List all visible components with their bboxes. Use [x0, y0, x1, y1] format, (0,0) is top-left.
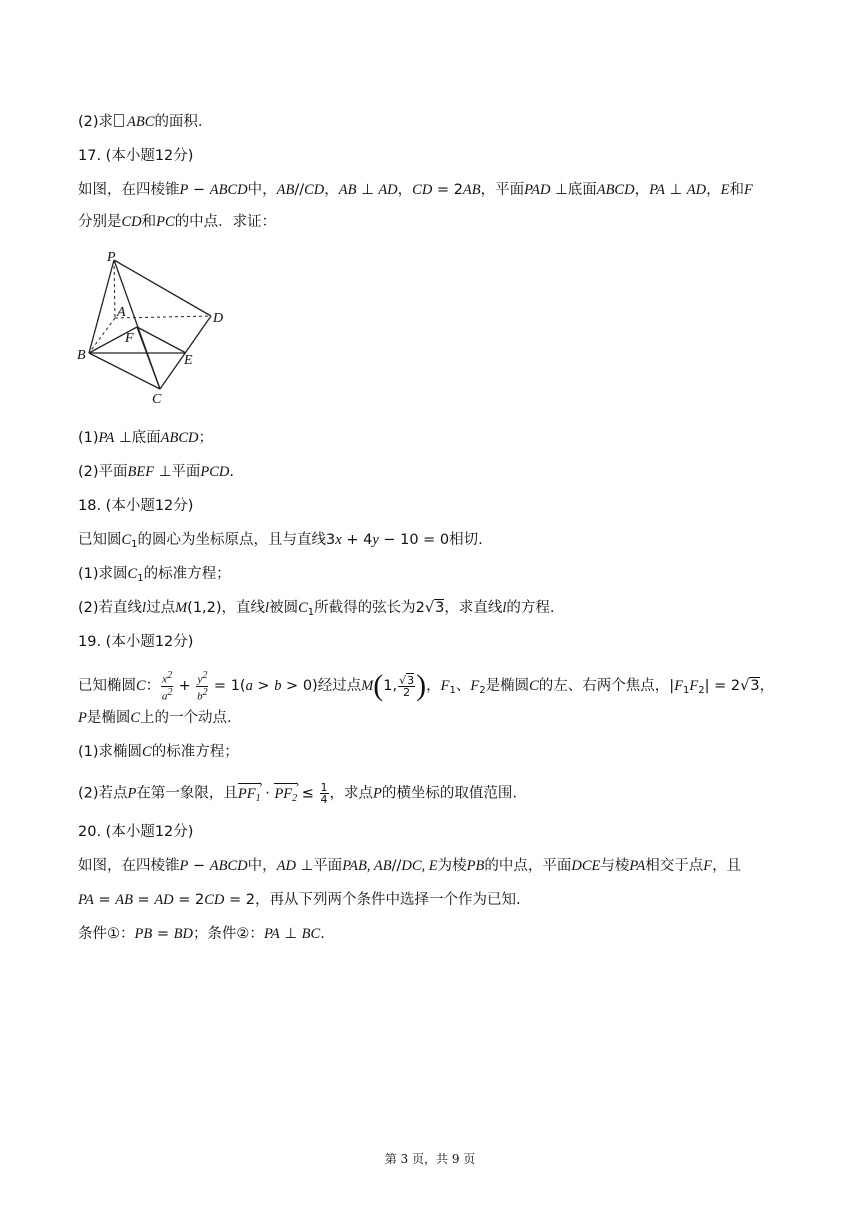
q18-stem: 已知圆$C_1$的圆心为坐标原点，且与直线3x + 4y − 10 = 0相切. [78, 532, 483, 550]
q16-part2: (2)求 ABC的面积. [78, 114, 203, 130]
q18-part2: (2)若直线l过点M(1,2)，直线l被圆$C_1$所截得的弦长为2√3，求直线l的方程. [78, 600, 555, 618]
q17-stem-line2: 分别是CD和PC的中点．求证： [78, 214, 277, 230]
label-p: P [107, 250, 116, 265]
label-a: A [117, 305, 126, 320]
pyramid-figure [76, 250, 236, 410]
q19-part2: (2)若点P在第一象限，且$PF_1$ › · $PF_2$ › ≤ $\frac{1}{4}$ ，求点P的横坐标的取值范围. [78, 782, 517, 809]
q19-part1: (1)求椭圆C的标准方程； [78, 744, 239, 760]
q17-part1: (1)PA ⊥底面ABCD； [78, 430, 214, 446]
q19-stem-line2: P是椭圆C上的一个动点. [78, 710, 232, 726]
q19-header: 19. (本小题12分) [78, 634, 194, 650]
q18-header: 18. (本小题12分) [78, 498, 194, 514]
q20-header: 20. (本小题12分) [78, 824, 194, 840]
label-b: B [77, 348, 86, 363]
q20-conditions: 条件①：PB = BD；条件②：PA ⊥ BC. [78, 926, 325, 942]
label-e: E [184, 353, 193, 368]
label-c: C [152, 392, 162, 407]
q17-part2: (2)平面BEF ⊥平面PCD. [78, 464, 234, 480]
label-d: D [213, 311, 224, 326]
q20-stem-line2: PA = AB = AD = 2CD = 2，再从下列两个条件中选择一个作为已知. [78, 892, 521, 908]
q17-stem-line1: 如图，在四棱锥P − ABCD中，AB//CD，AB ⊥ AD，CD = 2AB，平面PAD ⊥底面ABCD，PA ⊥ AD，E和F [78, 182, 753, 198]
label-f: F [125, 331, 134, 346]
page-footer: 第 3 页，共 9 页 [384, 1152, 476, 1166]
q17-header: 17. (本小题12分) [78, 148, 194, 164]
q19-stem-line1: 已知椭圆C： $\frac{x^2}{a^2}$ + $\frac{y^2}{b^2}$ = 1(a > b > 0)经过点M(1, $\frac{√3}{2}$ )，$F_1$、$F_2$是椭圆C的左、右两个焦点，$|F_1F_2| = 2√3$， [78, 669, 775, 703]
q18-part1: (1)求圆$C_1$的标准方程； [78, 566, 231, 584]
q20-stem-line1: 如图，在四棱锥P − ABCD中，AD ⊥平面PAB, AB//DC, E为棱PB的中点，平面DCE与棱PA相交于点F，且 [78, 858, 742, 874]
